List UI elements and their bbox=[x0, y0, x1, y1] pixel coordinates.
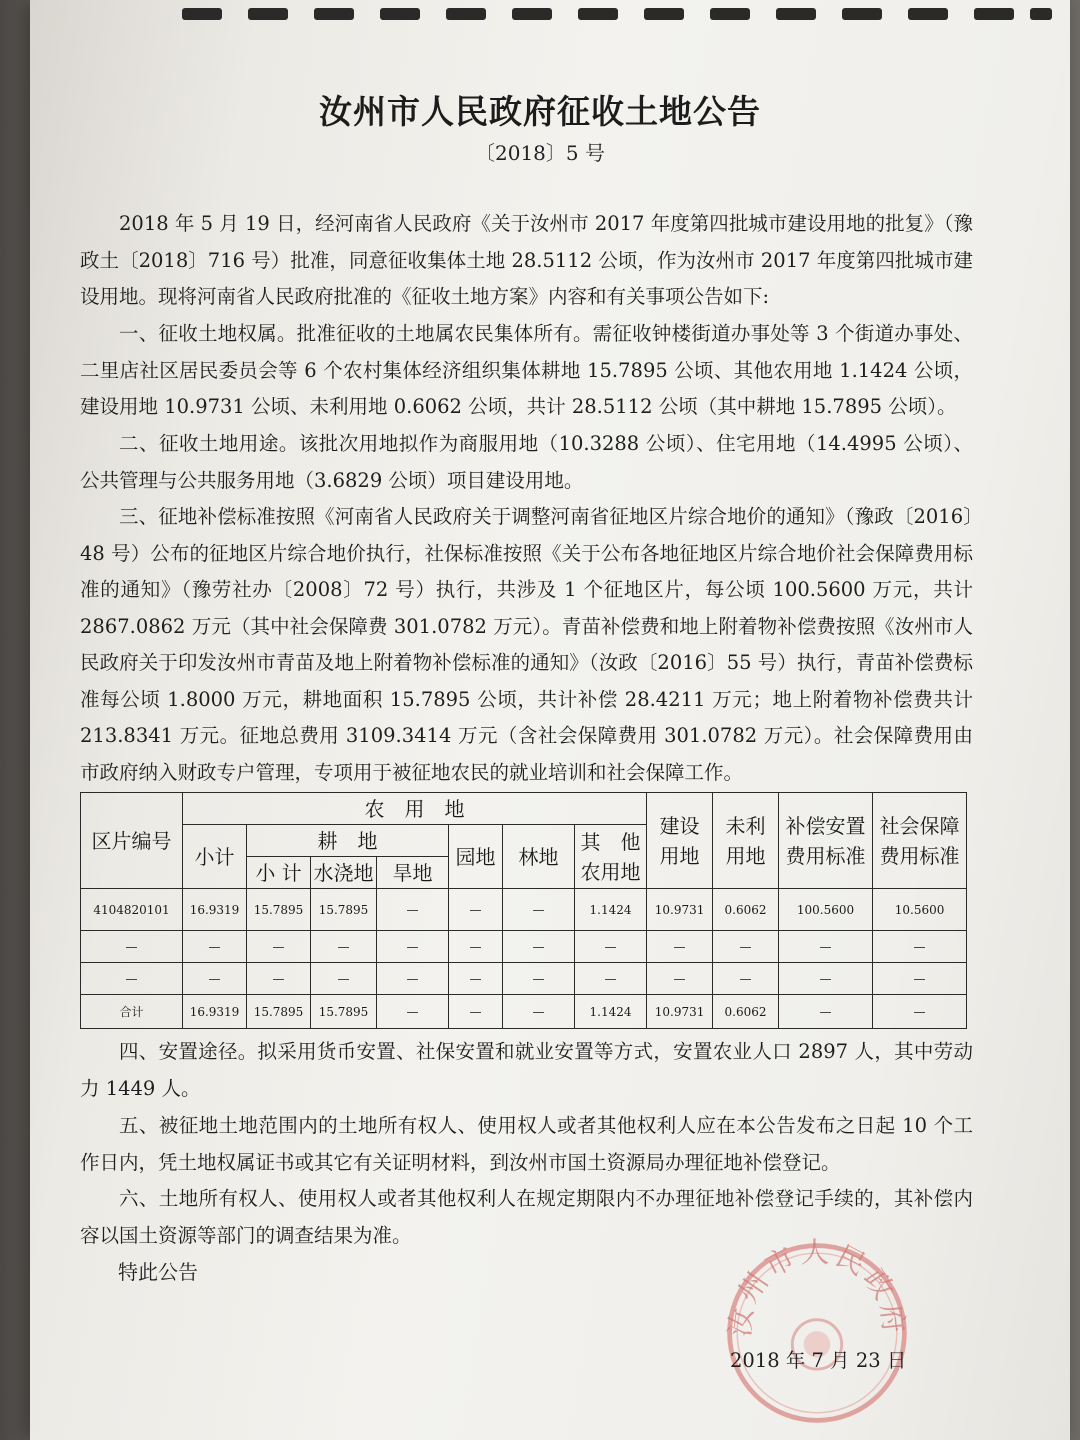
table-cell: — bbox=[713, 963, 779, 995]
header-cultivated: 耕 地 bbox=[247, 825, 449, 857]
table-cell: 4104820101 bbox=[81, 889, 183, 931]
table-cell: — bbox=[247, 963, 311, 995]
table-cell: — bbox=[575, 931, 647, 963]
closing-phrase: 特此公告 bbox=[118, 1260, 198, 1284]
table-cell: 0.6062 bbox=[713, 995, 779, 1029]
paragraph-1-ownership: 一、征收土地权属。批准征收的土地属农民集体所有。需征收钟楼街道办事处等 3 个街道办事处、二里店社区居民委员会等 6 个农村集体经济组织集体耕地 15.7895 公顷、其他农用地 1.1424 公顷，建设用地 10.9731 公顷、未利用地 0.6062 公顷，共计 28.5112 公顷（其中耕地 15.7895 公顷）。 bbox=[80, 322, 973, 418]
header-agri-land: 农 用 地 bbox=[183, 793, 647, 825]
header-dry: 旱地 bbox=[377, 857, 449, 889]
table-cell: — bbox=[311, 931, 377, 963]
header-comp-standard: 补偿安置 费用标准 bbox=[779, 793, 873, 889]
table-cell: — bbox=[873, 931, 967, 963]
table-cell: 15.7895 bbox=[311, 995, 377, 1029]
official-seal bbox=[722, 1238, 912, 1428]
table-cell: — bbox=[503, 963, 575, 995]
table-cell: 100.5600 bbox=[779, 889, 873, 931]
table-cell: 15.7895 bbox=[247, 995, 311, 1029]
table-cell: — bbox=[873, 963, 967, 995]
table-cell: 15.7895 bbox=[247, 889, 311, 931]
header-social-security: 社会保障 费用标准 bbox=[873, 793, 967, 889]
table-cell: — bbox=[647, 931, 713, 963]
table-row bbox=[81, 931, 967, 963]
table-cell: — bbox=[575, 963, 647, 995]
paragraph-6-deadline: 六、土地所有权人、使用权人或者其他权利人在规定期限内不办理征地补偿登记手续的，其补偿内容以国土资源等部门的调查结果为准。 bbox=[80, 1187, 973, 1247]
paragraph-intro: 2018 年 5 月 19 日，经河南省人民政府《关于汝州市 2017 年度第四批城市建设用地的批复》（豫政土〔2018〕716 号）批准，同意征收集体土地 28.5112 公顷，作为汝州市 2017 年度第四批城市建设用地。现将河南省人民政府批准的《征收土地方案》内容和有关事项公告如下: bbox=[80, 212, 973, 308]
table-cell: — bbox=[377, 995, 449, 1029]
table-cell: 1.1424 bbox=[575, 995, 647, 1029]
header-construction: 建设 用地 bbox=[647, 793, 713, 889]
table-cell: 10.5600 bbox=[873, 889, 967, 931]
table-cell: 10.9731 bbox=[647, 995, 713, 1029]
table-cell: — bbox=[873, 995, 967, 1029]
header-unused: 未利 用地 bbox=[713, 793, 779, 889]
header-other-agri: 其 他 农用地 bbox=[575, 825, 647, 889]
paragraph-3-compensation: 三、征地补偿标准按照《河南省人民政府关于调整河南省征地区片综合地价的通知》（豫政〔2016〕48 号）公布的征地区片综合地价执行，社保标准按照《关于公布各地征地区片综合地价社会保障费用标准的通知》（豫劳社办〔2008〕72 号）执行，共涉及 1 个征地区片，每公顷 100.5600 万元，共计 2867.0862 万元（其中社会保障费 301.0782 万元）。青苗补偿费和地上附着物补偿费按照《汝州市人民政府关于印发汝州市青苗及地上附着物补偿标准的通知》（汝政〔2016〕55 号）执行，青苗补偿费标准每公顷 1.8000 万元，耕地面积 15.7895 公顷，共计补偿 28.4211 万元；地上附着物补偿费共计 213.8341 万元。征地总费用 3109.3414 万元（含社会保障费用 301.0782 万元）。社会保障费用由市政府纳入财政专户管理，专项用于被征地农民的就业培训和社会保障工作。 bbox=[80, 505, 973, 784]
table-cell: 合计 bbox=[81, 995, 183, 1029]
table-cell: — bbox=[377, 963, 449, 995]
table-cell: — bbox=[713, 931, 779, 963]
header-garden: 园地 bbox=[449, 825, 503, 889]
paragraph-5-registration: 五、被征地土地范围内的土地所有权人、使用权人或者其他权利人应在本公告发布之日起 10 个工作日内，凭土地权属证书或其它有关证明材料，到汝州市国土资源局办理征地补偿登记。 bbox=[80, 1114, 973, 1174]
table-cell: — bbox=[183, 963, 247, 995]
table-cell: — bbox=[647, 963, 713, 995]
document-number: 〔2018〕5 号 bbox=[475, 141, 605, 165]
table-cell: 1.1424 bbox=[575, 889, 647, 931]
table-cell: — bbox=[779, 963, 873, 995]
table-cell: — bbox=[183, 931, 247, 963]
paragraph-2-usage: 二、征收土地用途。该批次用地拟作为商服用地（10.3288 公顷）、住宅用地（14.4995 公顷）、公共管理与公共服务用地（3.6829 公顷）项目建设用地。 bbox=[80, 432, 973, 492]
svg-text:汝州市人民政府 bbox=[723, 1238, 910, 1338]
table-cell: 16.9319 bbox=[183, 995, 247, 1029]
header-zone-no: 区片编号 bbox=[81, 793, 183, 889]
table-cell: — bbox=[503, 995, 575, 1029]
table-cell: 0.6062 bbox=[713, 889, 779, 931]
table-cell: — bbox=[449, 931, 503, 963]
table-cell: — bbox=[311, 963, 377, 995]
document-title: 汝州市人民政府征收土地公告 bbox=[319, 92, 761, 131]
table-cell: — bbox=[449, 963, 503, 995]
table-cell: — bbox=[377, 931, 449, 963]
header-subtotal: 小计 bbox=[183, 825, 247, 889]
table-cell: — bbox=[377, 889, 449, 931]
table-cell: — bbox=[449, 995, 503, 1029]
table-cell: — bbox=[779, 931, 873, 963]
table-cell: — bbox=[779, 995, 873, 1029]
table-row bbox=[81, 963, 967, 995]
table-cell: — bbox=[81, 931, 183, 963]
seal-text: 汝州市人民政府 bbox=[723, 1238, 911, 1339]
paragraph-4-resettlement: 四、安置途径。拟采用货币安置、社保安置和就业安置等方式，安置农业人口 2897 人，其中劳动力 1449 人。 bbox=[80, 1040, 973, 1100]
document-date: 2018 年 7 月 23 日 bbox=[730, 1349, 907, 1372]
table-cell: — bbox=[247, 931, 311, 963]
land-table bbox=[80, 792, 967, 1029]
table-row bbox=[81, 889, 967, 931]
table-cell: 15.7895 bbox=[311, 889, 377, 931]
header-irrigated: 水浇地 bbox=[311, 857, 377, 889]
table-cell: — bbox=[503, 931, 575, 963]
header-cult-subtotal: 小 计 bbox=[247, 857, 311, 889]
table-cell: 16.9319 bbox=[183, 889, 247, 931]
table-cell: — bbox=[81, 963, 183, 995]
table-cell: — bbox=[503, 889, 575, 931]
table-cell: 10.9731 bbox=[647, 889, 713, 931]
header-forest: 林地 bbox=[503, 825, 575, 889]
binding-holes bbox=[160, 8, 1060, 22]
table-row-total bbox=[81, 995, 967, 1029]
table-cell: — bbox=[449, 889, 503, 931]
